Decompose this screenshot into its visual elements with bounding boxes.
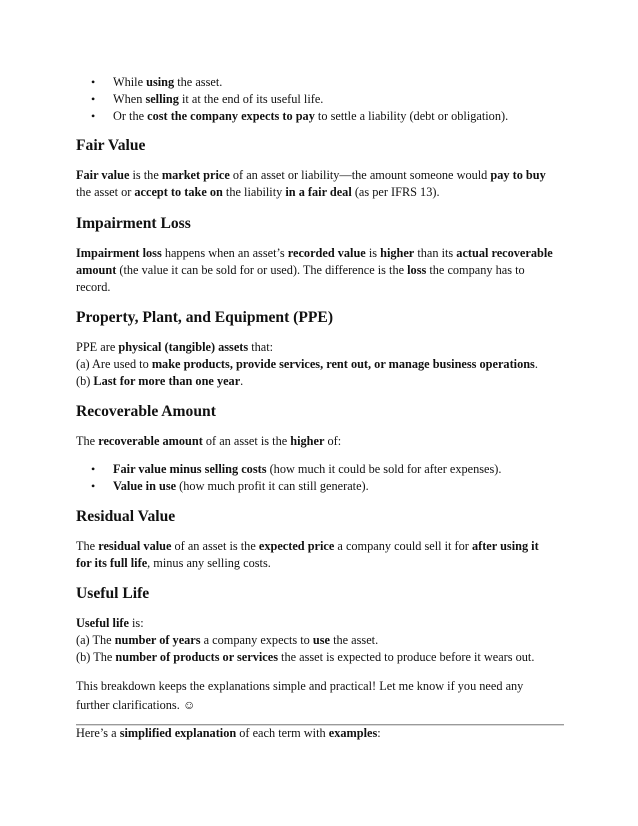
- intro-examples-paragraph: [76, 725, 566, 742]
- text-run: it at the end of its useful life.: [178, 92, 324, 106]
- bold-text-run: recorded value: [287, 246, 366, 260]
- text-run: The: [76, 539, 99, 553]
- bold-text-run: amount: [76, 263, 117, 277]
- residual-value-paragraph: [76, 538, 566, 572]
- bold-text-run: higher: [380, 246, 415, 260]
- horizontal-rule-divider: [76, 724, 564, 726]
- bullet-text: [113, 75, 222, 89]
- text-run: (how much it could be sold for after expenses).: [266, 462, 502, 476]
- text-run: the asset.: [174, 75, 223, 89]
- closing-paragraph: [76, 677, 566, 715]
- text-run: the liability: [222, 185, 286, 199]
- list-item: [76, 74, 566, 91]
- section-heading-fair-value: Fair Value: [76, 137, 146, 154]
- bold-text-run: Last for more than one year: [93, 374, 241, 388]
- section-heading-ppe: Property, Plant, and Equipment (PPE): [76, 309, 334, 326]
- text-run: further clarifications. ☺: [76, 698, 196, 712]
- bold-text-run: Impairment loss: [76, 246, 162, 260]
- text-run: than its: [414, 246, 457, 260]
- bullet-text: [113, 479, 369, 493]
- bold-text-run: pay to buy: [490, 168, 546, 182]
- text-run: the company has to: [426, 263, 525, 277]
- text-run: When: [113, 92, 146, 106]
- bold-text-run: Value in use: [113, 479, 177, 493]
- list-item: [76, 108, 566, 125]
- text-run: .: [534, 357, 538, 371]
- text-run: (a) The: [76, 633, 115, 647]
- text-run: , minus any selling costs.: [147, 556, 271, 570]
- text-run: a company expects to: [200, 633, 313, 647]
- bold-text-run: in a fair deal: [285, 185, 352, 199]
- bold-text-run: residual value: [98, 539, 172, 553]
- text-run: of:: [324, 434, 342, 448]
- bullet-text: [113, 462, 501, 476]
- text-run: is: [365, 246, 381, 260]
- text-run: that:: [248, 340, 274, 354]
- fair-value-paragraph: [76, 167, 566, 201]
- text-run: happens when an asset’s: [161, 246, 288, 260]
- bold-text-run: for its full life: [76, 556, 148, 570]
- bold-text-run: physical (tangible) assets: [118, 340, 249, 354]
- section-heading-useful-life: Useful Life: [76, 585, 150, 602]
- bullet-icon: •: [91, 462, 96, 476]
- text-run: (as per IFRS 13).: [351, 185, 440, 199]
- text-run: (b): [76, 374, 94, 388]
- ppe-paragraph: [76, 339, 566, 390]
- text-run: the asset is expected to produce before it wears out.: [277, 650, 535, 664]
- text-run: PPE are: [76, 340, 119, 354]
- bold-text-run: examples: [328, 726, 378, 740]
- bullet-text: [113, 109, 508, 123]
- bullet-text: [113, 92, 323, 106]
- text-run: the asset or: [76, 185, 135, 199]
- list-item: [76, 91, 566, 108]
- bold-text-run: Fair value: [76, 168, 130, 182]
- text-run: Here’s a: [76, 726, 120, 740]
- text-run: is the: [129, 168, 162, 182]
- bold-text-run: market price: [161, 168, 230, 182]
- bold-text-run: expected price: [258, 539, 335, 553]
- text-run: record.: [76, 280, 111, 294]
- bullet-icon: •: [91, 75, 96, 89]
- bold-text-run: actual recoverable: [456, 246, 553, 260]
- bold-text-run: loss: [407, 263, 427, 277]
- text-run: Or the: [113, 109, 148, 123]
- text-run: (how much profit it can still generate).: [176, 479, 369, 493]
- bullet-icon: •: [91, 92, 96, 106]
- section-heading-impairment-loss: Impairment Loss: [76, 215, 191, 232]
- impairment-loss-paragraph: [76, 245, 566, 296]
- text-run: a company could sell it for: [334, 539, 472, 553]
- recoverable-amount-paragraph: [76, 433, 566, 450]
- text-run: of an asset is the: [171, 539, 259, 553]
- bold-text-run: make products, provide services, rent out, or manage business operations: [151, 357, 535, 371]
- document-content: [76, 70, 566, 742]
- text-run: This breakdown keeps the explanations simple and practical! Let me know if you need any: [76, 679, 524, 693]
- text-run: (a) Are used to: [76, 357, 152, 371]
- bullet-icon: •: [91, 109, 96, 123]
- text-run: to settle a liability (debt or obligation).: [314, 109, 509, 123]
- text-run: The: [76, 434, 99, 448]
- bold-text-run: selling: [145, 92, 179, 106]
- bold-text-run: number of years: [114, 633, 201, 647]
- text-run: (b) The: [76, 650, 116, 664]
- section-heading-recoverable-amount: Recoverable Amount: [76, 403, 216, 420]
- bold-text-run: cost the company expects to pay: [147, 109, 315, 123]
- text-run: .: [240, 374, 244, 388]
- text-run: (the value it can be sold for or used). The difference is the: [116, 263, 408, 277]
- bold-text-run: Fair value minus selling costs: [113, 462, 267, 476]
- text-run: the asset.: [330, 633, 379, 647]
- bold-text-run: higher: [290, 434, 325, 448]
- list-item: [76, 461, 566, 478]
- usage-bullet-list: [76, 74, 566, 125]
- bold-text-run: number of products or services: [115, 650, 278, 664]
- text-run: of an asset is the: [202, 434, 291, 448]
- text-run: :: [377, 726, 381, 740]
- bold-text-run: simplified explanation: [119, 726, 237, 740]
- recoverable-amount-bullet-list: [76, 461, 566, 495]
- section-heading-residual-value: Residual Value: [76, 508, 176, 525]
- text-run: While: [113, 75, 147, 89]
- text-run: of each term with: [236, 726, 329, 740]
- bold-text-run: accept to take on: [134, 185, 223, 199]
- bold-text-run: Useful life: [76, 616, 129, 630]
- list-item: [76, 478, 566, 495]
- useful-life-paragraph: [76, 615, 566, 666]
- bold-text-run: using: [146, 75, 175, 89]
- bold-text-run: recoverable amount: [98, 434, 203, 448]
- bold-text-run: use: [312, 633, 330, 647]
- text-run: of an asset or liability—the amount someone would: [229, 168, 491, 182]
- bold-text-run: after using it: [471, 539, 539, 553]
- text-run: is:: [128, 616, 144, 630]
- bullet-icon: •: [91, 479, 96, 493]
